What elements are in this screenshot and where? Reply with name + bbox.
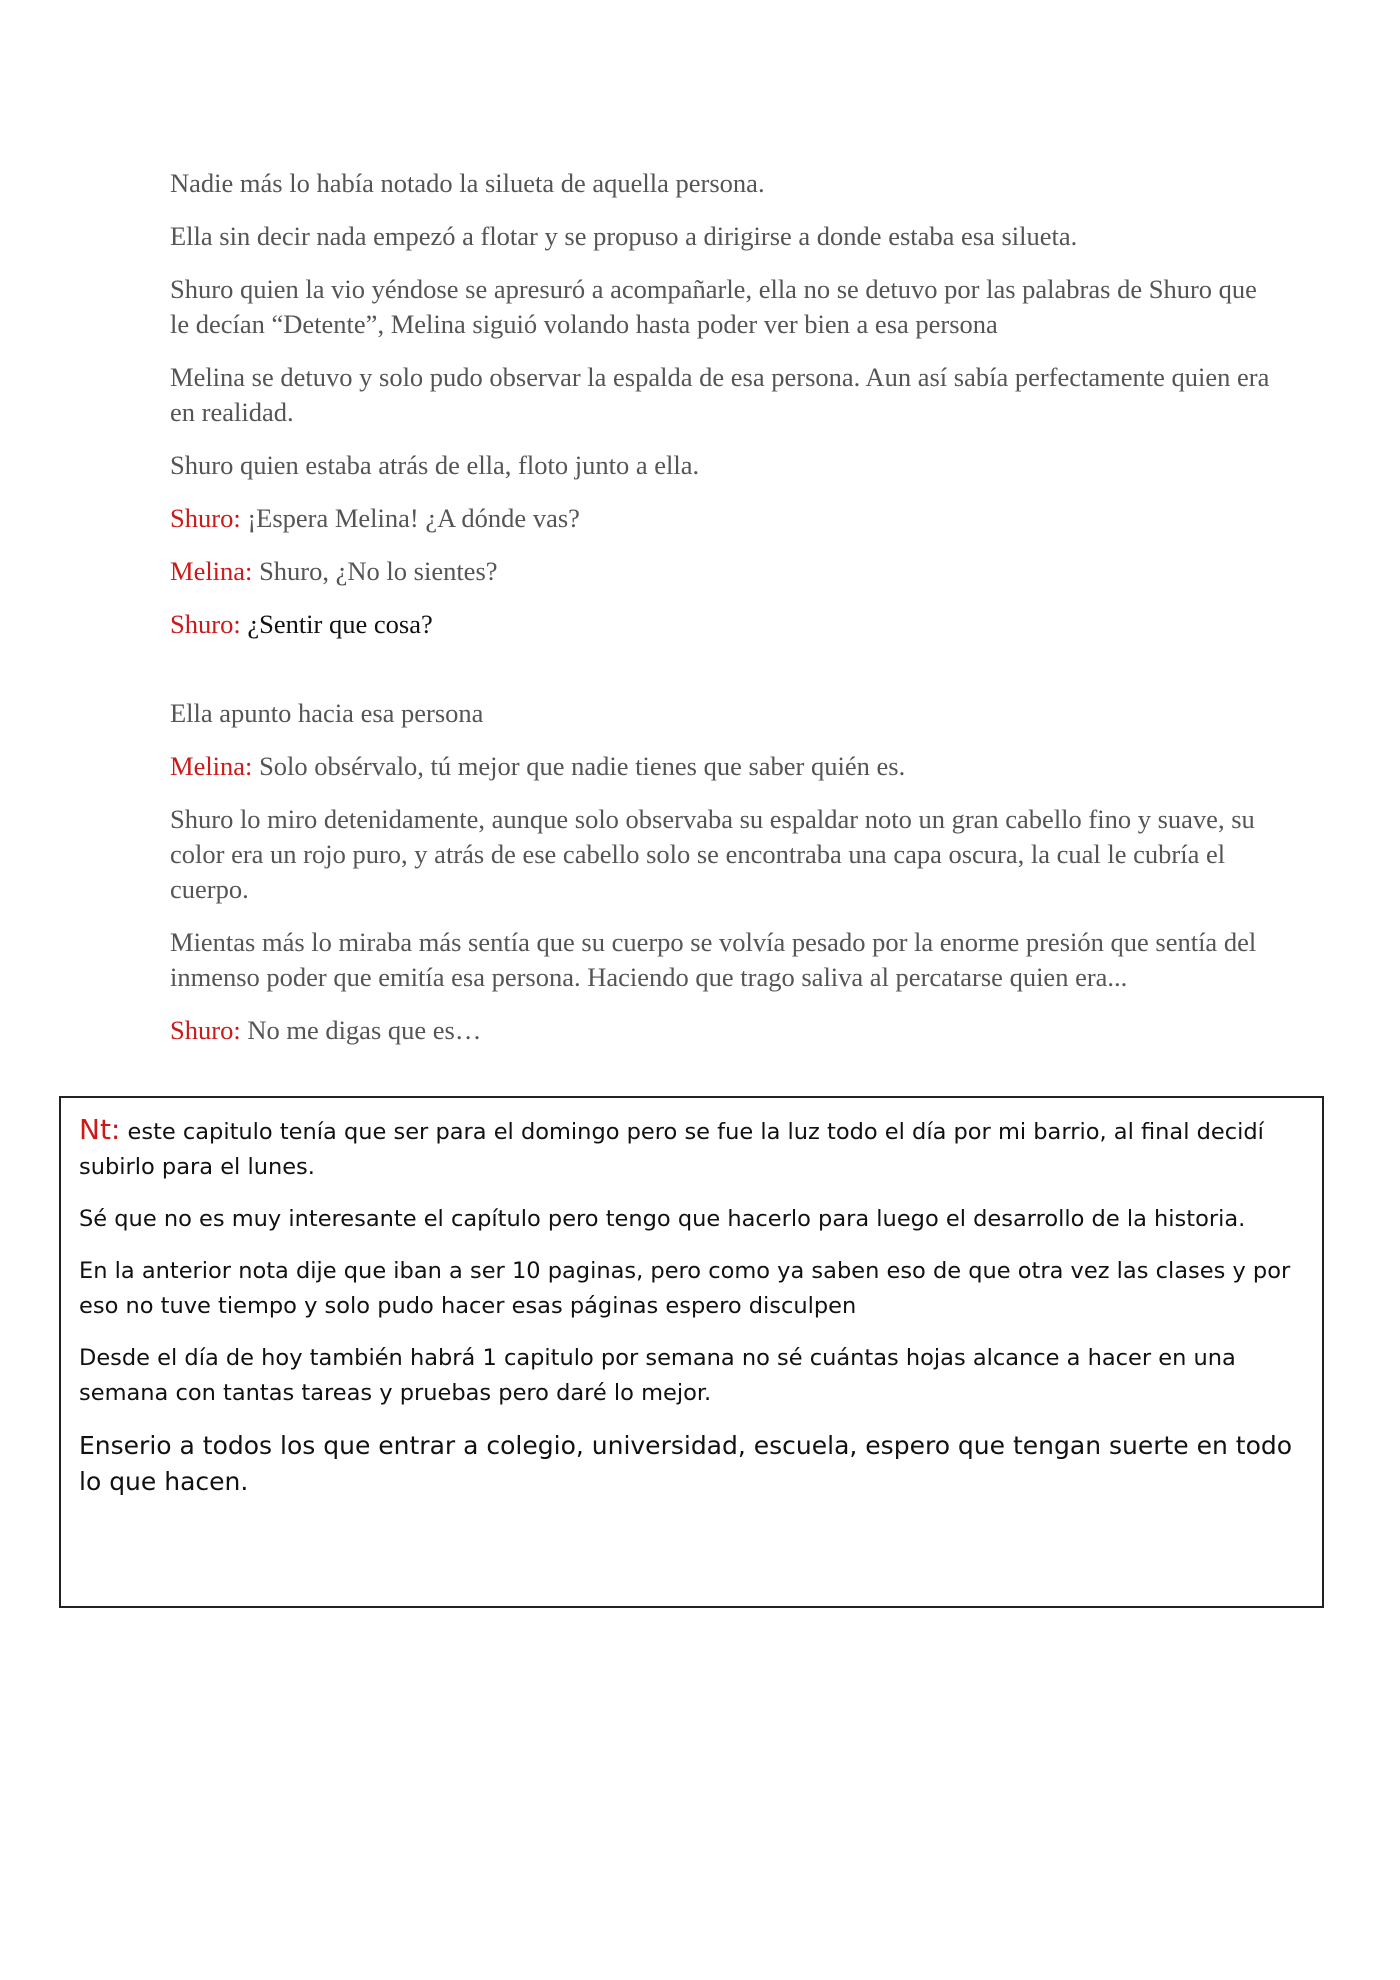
dialogue-line xyxy=(170,749,1270,784)
note-text: este capitulo tenía que ser para el domingo pero se fue la luz todo el día por mi barrio, al final decidí subirlo para el lunes. xyxy=(79,1119,1264,1180)
paragraph: Nadie más lo había notado la silueta de aquella persona. xyxy=(170,168,765,198)
speaker-name: Melina: xyxy=(170,556,253,586)
paragraph: Shuro lo miro detenidamente, aunque solo observaba su espaldar noto un gran cabello fino y suave, su color era un rojo puro, y atrás de ese cabello solo se encontraba una capa oscura, la cual le cubría el cuerpo. xyxy=(170,804,1255,904)
paragraph: Ella apunto hacia esa persona xyxy=(170,698,484,728)
paragraph: Mientas más lo miraba más sentía que su cuerpo se volvía pesado por la enorme presión que sentía del inmenso poder que emitía esa persona. Haciendo que trago saliva al percatarse quien era... xyxy=(170,927,1257,992)
dialogue-text: Solo obsérvalo, tú mejor que nadie tienes que saber quién es. xyxy=(252,751,906,781)
dialogue-text: No me digas que es… xyxy=(240,1015,482,1045)
dialogue-line xyxy=(170,607,1270,642)
dialogue-text: Shuro, ¿No lo sientes? xyxy=(252,556,498,586)
paragraph: Shuro quien la vio yéndose se apresuró a acompañarle, ella no se detuvo por las palabras de Shuro que le decían “Detente”, Melina siguió volando hasta poder ver bien a esa persona xyxy=(170,274,1257,339)
note-paragraph: Sé que no es muy interesante el capítulo pero tengo que hacerlo para luego el desarrollo de la historia. xyxy=(79,1206,1246,1232)
paragraph: Ella sin decir nada empezó a flotar y se propuso a dirigirse a donde estaba esa silueta. xyxy=(170,221,1078,251)
speaker-name: Shuro: xyxy=(170,1015,241,1045)
dialogue-text: ¿Sentir que cosa? xyxy=(240,609,433,639)
story-text xyxy=(170,166,1270,1066)
speaker-name: Melina: xyxy=(170,751,253,781)
note-paragraph xyxy=(79,1112,1304,1185)
speaker-name: Shuro: xyxy=(170,503,241,533)
paragraph: Shuro quien estaba atrás de ella, floto junto a ella. xyxy=(170,450,700,480)
paragraph: Melina se detuvo y solo pudo observar la espalda de esa persona. Aun así sabía perfectamente quien era en realidad. xyxy=(170,362,1270,427)
note-paragraph: Enserio a todos los que entrar a colegio, universidad, escuela, espero que tengan suerte en todo lo que hacen. xyxy=(79,1431,1293,1496)
speaker-name: Shuro: xyxy=(170,609,241,639)
note-paragraph: En la anterior nota dije que iban a ser 10 paginas, pero como ya saben eso de que otra vez las clases y por eso no tuve tiempo y solo pudo hacer esas páginas espero disculpen xyxy=(79,1258,1291,1319)
dialogue-text: ¡Espera Melina! ¿A dónde vas? xyxy=(240,503,580,533)
author-note-box xyxy=(59,1096,1324,1608)
note-paragraph: Desde el día de hoy también habrá 1 capitulo por semana no sé cuántas hojas alcance a hacer en una semana con tantas tareas y pruebas pero daré lo mejor. xyxy=(79,1345,1236,1406)
note-label: Nt: xyxy=(79,1113,121,1146)
dialogue-line xyxy=(170,501,1270,536)
dialogue-line xyxy=(170,1013,1270,1048)
dialogue-line xyxy=(170,554,1270,589)
